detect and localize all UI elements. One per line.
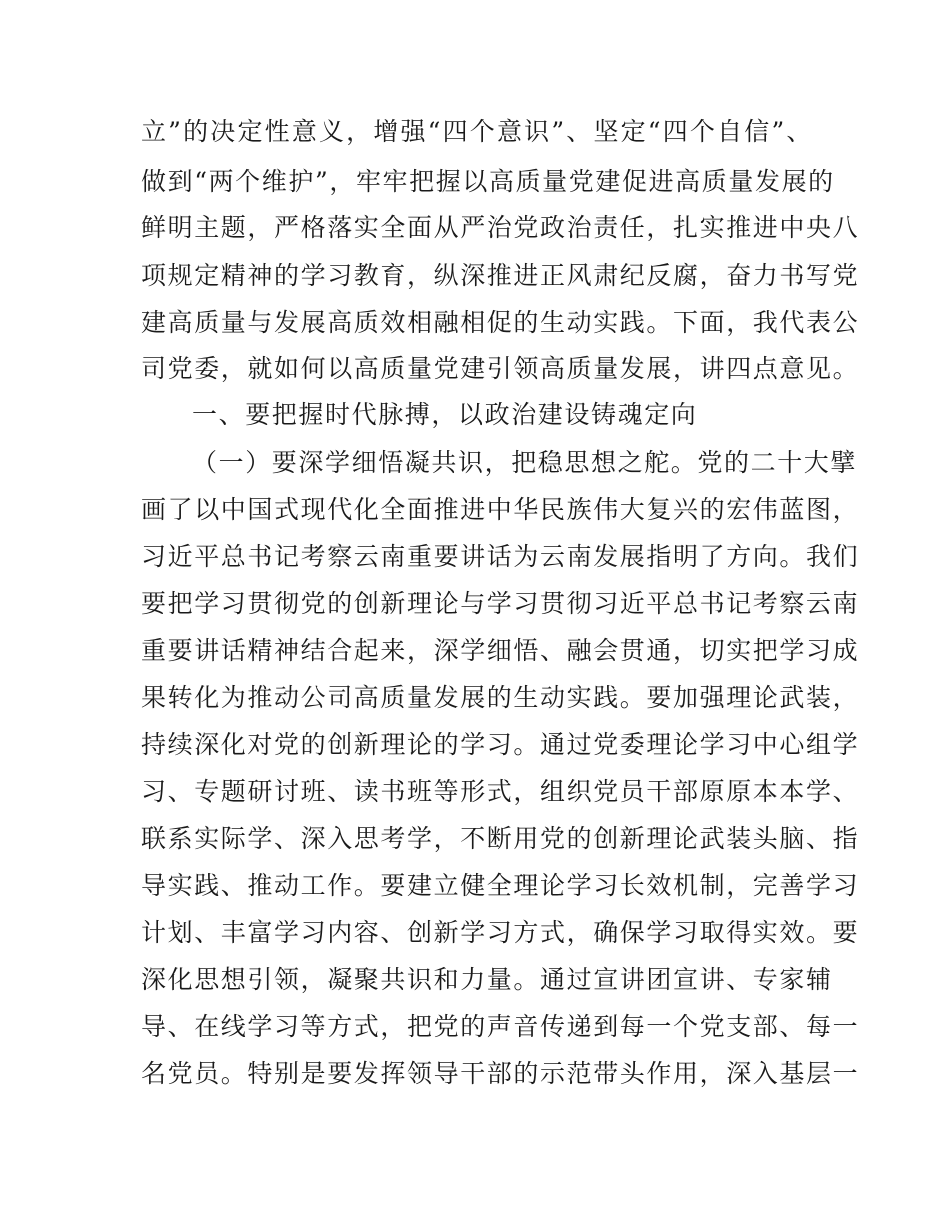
body-text-line: 导、在线学习等方式，把党的声音传递到每一个党支部、每一 [141, 1012, 860, 1041]
body-text-line: 立”的决定性意义，增强“四个意识”、坚定“四个自信”、 [141, 117, 813, 146]
body-text-line: 司党委，就如何以高质量党建引领高质量发展，讲四点意见。 [141, 354, 860, 383]
body-text-line: 鲜明主题，严格落实全面从严治党政治责任，扎实推进中央八 [141, 213, 860, 242]
body-text-line: 名党员。特别是要发挥领导干部的示范带头作用，深入基层一 [141, 1059, 860, 1088]
body-text-line: 重要讲话精神结合起来，深学细悟、融会贯通，切实把学习成 [141, 636, 860, 665]
body-text-line: 画了以中国式现代化全面推进中华民族伟大复兴的宏伟蓝图， [141, 495, 860, 524]
body-text-line: 联系实际学、深入思考学，不断用党的创新理论武装头脑、指 [141, 824, 860, 853]
body-text-line: 计划、丰富学习内容、创新学习方式，确保学习取得实效。要 [141, 918, 860, 947]
body-text-line: 果转化为推动公司高质量发展的生动实践。要加强理论武装， [141, 683, 860, 712]
body-text-line: 建高质量与发展高质效相融相促的生动实践。下面，我代表公 [141, 308, 860, 337]
body-text-line: 深化思想引领，凝聚共识和力量。通过宣讲团宣讲、专家辅 [141, 965, 833, 994]
subsection-first-line: （一）要深学细悟凝共识，把稳思想之舵。党的二十大擘 [192, 448, 858, 477]
body-text-line: 持续深化对党的创新理论的学习。通过党委理论学习中心组学 [141, 730, 860, 759]
body-text-line: 做到“两个维护”，牢牢把握以高质量党建促进高质量发展的 [141, 167, 835, 196]
body-text-line: 项规定精神的学习教育，纵深推进正风肃纪反腐，奋力书写党 [141, 261, 860, 290]
body-text-line: 导实践、推动工作。要建立健全理论学习长效机制，完善学习 [141, 871, 860, 900]
body-text-line: 要把学习贯彻党的创新理论与学习贯彻习近平总书记考察云南 [141, 589, 860, 618]
section-heading: 一、要把握时代脉搏，以政治建设铸魂定向 [192, 400, 698, 429]
body-text-line: 习近平总书记考察云南重要讲话为云南发展指明了方向。我们 [141, 542, 860, 571]
body-text-line: 习、专题研讨班、读书班等形式，组织党员干部原原本本学、 [141, 777, 860, 806]
